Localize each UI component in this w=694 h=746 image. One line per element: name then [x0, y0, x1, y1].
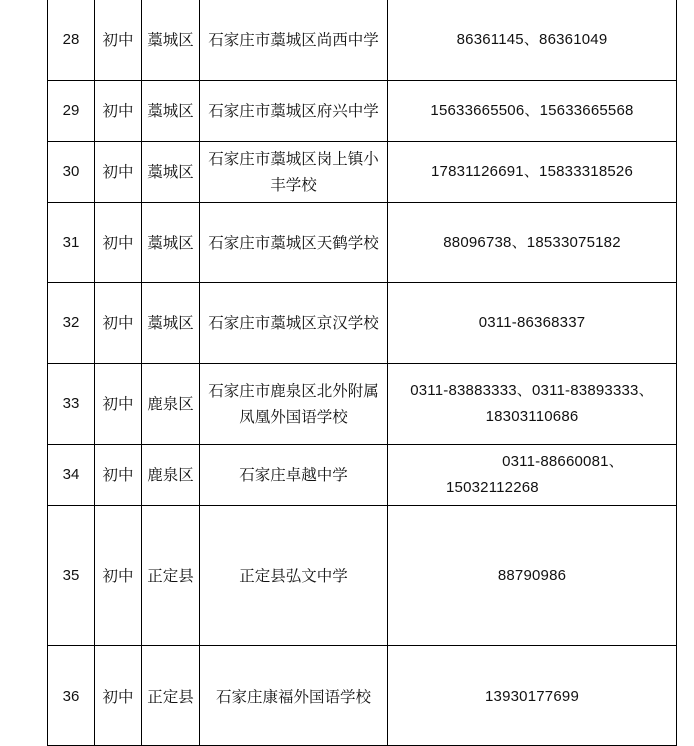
phone-number: 86361145、86361049 — [388, 0, 677, 81]
phone-line: 15032112268 — [446, 479, 539, 496]
phone-number: 15633665506、15633665568 — [388, 81, 677, 142]
school-contact-table — [47, 0, 677, 746]
district: 正定县 — [142, 646, 200, 746]
phone-number — [388, 445, 677, 506]
row-number: 30 — [48, 142, 95, 203]
row-number: 28 — [48, 0, 95, 81]
table-row — [48, 0, 677, 81]
phone-number: 88790986 — [388, 506, 677, 646]
school-level: 初中 — [95, 81, 142, 142]
school-name: 正定县弘文中学 — [200, 506, 388, 646]
school-level: 初中 — [95, 364, 142, 445]
table-row — [48, 81, 677, 142]
phone-number: 13930177699 — [388, 646, 677, 746]
district: 藁城区 — [142, 142, 200, 203]
district: 藁城区 — [142, 0, 200, 81]
phone-line: 0311-88660081、 — [502, 453, 624, 470]
school-name: 石家庄市藁城区府兴中学 — [200, 81, 388, 142]
table-row — [48, 506, 677, 646]
school-level: 初中 — [95, 506, 142, 646]
row-number: 34 — [48, 445, 95, 506]
phone-number: 0311-86368337 — [388, 283, 677, 364]
school-name: 石家庄市藁城区天鹤学校 — [200, 203, 388, 283]
phone-number: 88096738、18533075182 — [388, 203, 677, 283]
school-level: 初中 — [95, 203, 142, 283]
district: 鹿泉区 — [142, 364, 200, 445]
district: 藁城区 — [142, 81, 200, 142]
school-name: 石家庄市藁城区尚西中学 — [200, 0, 388, 81]
school-name: 石家庄市藁城区京汉学校 — [200, 283, 388, 364]
school-name: 石家庄康福外国语学校 — [200, 646, 388, 746]
row-number: 33 — [48, 364, 95, 445]
table-row — [48, 646, 677, 746]
school-level: 初中 — [95, 646, 142, 746]
phone-number: 17831126691、15833318526 — [388, 142, 677, 203]
table-row — [48, 283, 677, 364]
row-number: 32 — [48, 283, 95, 364]
school-level: 初中 — [95, 283, 142, 364]
table-row — [48, 142, 677, 203]
school-level: 初中 — [95, 0, 142, 81]
district: 正定县 — [142, 506, 200, 646]
school-level: 初中 — [95, 142, 142, 203]
school-level: 初中 — [95, 445, 142, 506]
phone-number: 0311-83883333、0311-83893333、18303110686 — [388, 364, 677, 445]
row-number: 29 — [48, 81, 95, 142]
row-number: 36 — [48, 646, 95, 746]
school-name: 石家庄市藁城区岗上镇小丰学校 — [200, 142, 388, 203]
school-name: 石家庄市鹿泉区北外附属凤凰外国语学校 — [200, 364, 388, 445]
table-row — [48, 364, 677, 445]
school-name: 石家庄卓越中学 — [200, 445, 388, 506]
table-row — [48, 445, 677, 506]
table-row — [48, 203, 677, 283]
district: 藁城区 — [142, 203, 200, 283]
row-number: 31 — [48, 203, 95, 283]
district: 藁城区 — [142, 283, 200, 364]
district: 鹿泉区 — [142, 445, 200, 506]
row-number: 35 — [48, 506, 95, 646]
